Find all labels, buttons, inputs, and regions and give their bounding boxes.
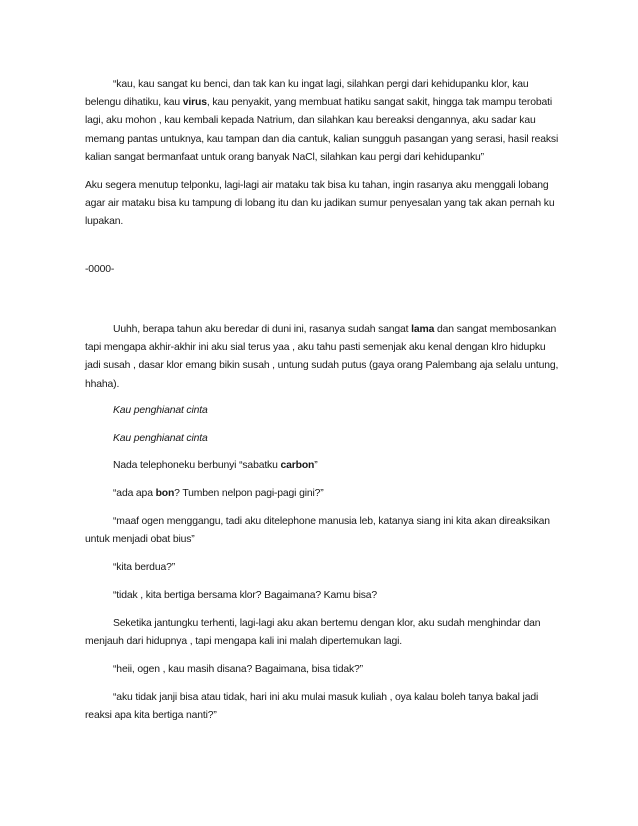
text-span: ” [314,460,318,471]
bold-word-lama: lama [411,324,435,335]
paragraph-ada-apa-bon [85,485,591,503]
paragraph-tidak-bertiga: “tidak , kita bertiga bersama klor? Bagaimana? Kamu bisa? [113,590,378,601]
text-span: “kau, kau sangat ku benci, dan tak kan ku ingat lagi, silahkan pergi dari kehidupanku klor, kau belengu dihatiku, kau [85,79,529,109]
bold-word-virus: virus [182,97,207,109]
paragraph-maaf-ogen: “maaf ogen menggangu, tadi aku ditelephone manusia leb, katanya siang ini kita akan direaksikan untuk menjadi obat bius” [85,516,550,546]
paragraph-nada-telephone [85,457,591,475]
text-span: Uuhh, berapa tahun aku beredar di duni ini, rasanya sudah sangat [113,324,412,335]
ringtone-line-1: Kau penghianat cinta [113,405,208,416]
bold-word-bon: bon [155,488,175,499]
paragraph-seketika: Seketika jantungku terhenti, lagi-lagi aku akan bertemu dengan klor, aku sudah menghindar dan menjauh dari hidupnya , tapi mengapa kali ini malah dipertemukan lagi. [85,618,541,648]
text-span: , kau penyakit, yang membuat hatiku sangat sakit, hingga tak mampu terobati lagi, aku mohon , kau kembali kepada Natrium, dan silahkan kau bereaksi dengannya, aku sadar kau memang pantas untuknya, kau tampan dan dia cantuk, kalian sungguh pasangan yang serasi, hasil reaksi kalian sangat bermanfaat untuk orang banyak NaCl, silahkan kau pergi dari kehidupanku” [85,97,559,163]
ringtone-line-2: Kau penghianat cinta [113,433,208,444]
paragraph-klor-letter [85,76,563,167]
text-span: ? Tumben nelpon pagi-pagi gini?” [174,488,324,499]
section-separator: -0000- [85,264,115,275]
paragraph-heii-ogen: “heii, ogen , kau masih disana? Bagaimana, bisa tidak?” [113,664,363,675]
paragraph-kita-berdua: “kita berdua?” [113,562,176,573]
text-span: dan sangat membosankan tapi mengapa akhir-akhir ini aku sial terus yaa , aku tahu pasti semenjak aku kenal dengan klro hidupku jadi susah , dasar klor emang bikin susah , untung sudah putus (gaya orang Palembang aja selalu untung, hhaha). [85,324,559,390]
text-span: Nada telephoneku berbunyi “sabatku [113,460,281,471]
paragraph-uuhh [85,321,563,394]
text-span: “ada apa [113,488,156,499]
paragraph-aku-tidak-janji: “aku tidak janji bisa atau tidak, hari ini aku mulai masuk kuliah , oya kalau boleh tanya bakal jadi reaksi apa kita bertiga nanti?” [85,692,539,722]
paragraph-menutup-telpon: Aku segera menutup telponku, lagi-lagi air mataku tak bisa ku tahan, ingin rasanya aku menggali lobang agar air mataku bisa ku tampung di lobang itu dan ku jadikan sumur penyesalan yang tak akan pernah ku lupakan. [85,180,555,228]
bold-word-carbon: carbon [280,460,315,471]
